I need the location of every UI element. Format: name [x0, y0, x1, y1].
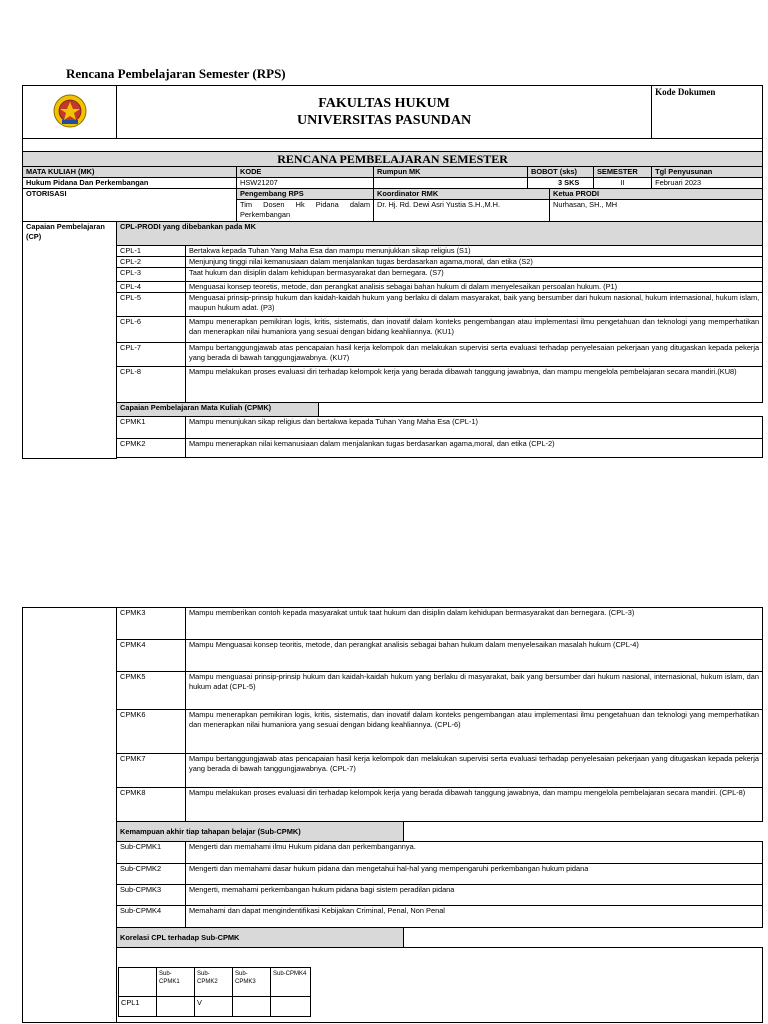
cpl-text: Menguasai konsep teoretis, metode, dan perangkat analisis sebagai bahan hukum di dalam menyelesaikan persoalan hukum. (P1) — [186, 282, 763, 293]
kode-label: KODE — [237, 167, 374, 178]
cpmk-header: Capaian Pembelajaran Mata Kuliah (CPMK) — [117, 403, 319, 417]
rps-title: RENCANA PEMBELAJARAN SEMESTER — [23, 152, 763, 167]
university-logo-icon — [52, 93, 88, 129]
sub-cpmk-text: Memahami dan dapat mengindentifikasi Kebijakan Criminal, Penal, Non Penal — [186, 906, 763, 928]
otorisasi-label: OTORISASI — [23, 189, 237, 222]
cpmk-code: CPMK7 — [117, 754, 186, 788]
document-title: Rencana Pembelajaran Semester (RPS) — [66, 66, 286, 81]
cpmk-code: CPMK2 — [117, 439, 186, 458]
matrix-row-label: CPL1 — [119, 997, 157, 1017]
matrix-col-header: Sub-CPMK4 — [271, 968, 311, 997]
sub-cpmk-text: Mengerti, memahami perkembangan hukum pidana bagi sistem peradilan pidana — [186, 885, 763, 906]
cpmk-code: CPMK3 — [117, 608, 186, 640]
university-name: UNIVERSITAS PASUNDAN — [297, 113, 472, 128]
matrix-col-header: Sub-CPMK3 — [233, 968, 271, 997]
kode-dokumen: Kode Dokumen — [652, 86, 763, 139]
pengembang-value: Tim Dosen Hk Pidana dalam Perkembangan — [237, 200, 374, 222]
kode-value: HSW21207 — [237, 178, 374, 189]
cpmk-code: CPMK6 — [117, 710, 186, 754]
koordinator-label: Koordinator RMK — [374, 189, 550, 200]
sub-cpmk-text: Mengerti dan memahami ilmu Hukum pidana dan perkembangannya. — [186, 842, 763, 864]
cpmk-text: Mampu bertanggungjawab atas pencapaian hasil kerja kelompok dan melakukan supervisi serta evaluasi terhadap penyelesaian pekerjaan yang ditugaskan kepada pekerja yang berada di bawah tanggungjawabnya. (CPL-7) — [186, 754, 763, 788]
rps-table-page-1 — [22, 85, 763, 459]
rps-table-page-2 — [22, 607, 763, 1023]
university-logo-cell — [23, 86, 117, 139]
sub-cpmk-code: Sub-CPMK2 — [117, 864, 186, 885]
matrix-cell — [271, 997, 311, 1017]
cp-label-continued — [23, 608, 117, 1023]
cpl-text: Mampu menerapkan pemikiran logis, kritis, sistematis, dan inovatif dalam konteks pengembangan atau implementasi ilmu pengetahuan dan teknologi yang memperhatikan dan menerapkan nilai humaniora yang sesuai dengan bidang keahliannya. (KU1) — [186, 317, 763, 343]
cpl-text: Taat hukum dan disiplin dalam kehidupan bermasyarakat dan bernegara. (S7) — [186, 268, 763, 282]
cpl-code: CPL-2 — [117, 257, 186, 268]
cpl-text: Mampu melakukan proses evaluasi diri terhadap kelompok kerja yang berada dibawah tanggung jawabnya, dan mampu mengelola pembelajaran secara mandiri.(KU8) — [186, 367, 763, 403]
faculty-name: FAKULTAS HUKUM — [318, 96, 450, 111]
cpl-text: Menguasai prinsip-prinsip hukum dan kaidah-kaidah hukum yang berlaku di dalam masyarakat, baik yang bersumber dari hukum nasional, hukum internasional, hukum islam, maupun hukum adat. (P3) — [186, 293, 763, 317]
cpl-header: CPL-PRODI yang dibebankan pada MK — [117, 222, 763, 246]
matrix-corner — [119, 968, 157, 997]
ketua-value: Nurhasan, SH., MH — [550, 200, 763, 222]
bobot-label: BOBOT (sks) — [528, 167, 594, 178]
matrix-col-header: Sub-CPMK1 — [157, 968, 195, 997]
sub-cpmk-code: Sub-CPMK4 — [117, 906, 186, 928]
cp-label: Capaian Pembelajaran (CP) — [23, 222, 117, 459]
semester-label: SEMESTER — [594, 167, 652, 178]
cpmk-text: Mampu memberikan contoh kepada masyarakat untuk taat hukum dan disiplin dalam kehidupan bermasyarakat dan bernegara. (CPL-3) — [186, 608, 763, 640]
cpmk-text: Mampu menguasai prinsip-prinsip hukum dan kaidah-kaidah hukum yang berlaku di masyarakat, baik yang bersumber dari hukum nasional, internasional, hukum islam, dan hukum adat (CPL-5) — [186, 672, 763, 710]
matrix-cell — [233, 997, 271, 1017]
sub-cpmk-header: Kemampuan akhir tiap tahapan belajar (Sub-CPMK) — [117, 822, 404, 842]
matrix-cell — [157, 997, 195, 1017]
tgl-value: Februari 2023 — [652, 178, 763, 189]
cpl-text: Menjunjung tinggi nilai kemanusiaan dalam menjalankan tugas berdasarkan agama,moral, dan etika (S2) — [186, 257, 763, 268]
cpmk-code: CPMK1 — [117, 417, 186, 439]
mk-label: MATA KULIAH (MK) — [23, 167, 237, 178]
cpmk-text: Mampu menerapkan pemikiran logis, kritis, sistematis, dan inovatif dalam konteks pengembangan atau implementasi ilmu pengetahuan dan teknologi yang memperhatikan dan menerapkan nilai humaniora yang sesuai dengan bidang keahliannya. (CPL-6) — [186, 710, 763, 754]
semester-value: II — [594, 178, 652, 189]
korelasi-matrix — [118, 967, 311, 1017]
cpmk-code: CPMK8 — [117, 788, 186, 822]
cpmk-text: Mampu Menguasai konsep teoritis, metode, dan perangkat analisis sebagai bahan hukum dalam menyelesaikan masalah hukum (CPL-4) — [186, 640, 763, 672]
faculty-header — [117, 86, 652, 139]
korelasi-header: Korelasi CPL terhadap Sub-CPMK — [117, 928, 404, 948]
koordinator-value: Dr. Hj. Rd. Dewi Asri Yustia S.H.,M.H. — [374, 200, 550, 222]
sub-cpmk-text: Mengerti dan memahami dasar hukum pidana dan mengetahui hal-hal yang mempengaruhi perkembangan hukum pidana — [186, 864, 763, 885]
cpmk-text: Mampu menunjukan sikap religius dan bertakwa kepada Tuhan Yang Maha Esa (CPL-1) — [186, 417, 763, 439]
cpmk-code: CPMK5 — [117, 672, 186, 710]
mk-value: Hukum Pidana Dan Perkembangan — [23, 178, 237, 189]
bobot-value: 3 SKS — [528, 178, 594, 189]
cpmk-code: CPMK4 — [117, 640, 186, 672]
cpl-code: CPL-3 — [117, 268, 186, 282]
cpl-code: CPL-8 — [117, 367, 186, 403]
cpmk-text: Mampu menerapkan nilai kemanusiaan dalam menjalankan tugas berdasarkan agama,moral, dan etika (CPL-2) — [186, 439, 763, 458]
cpl-code: CPL-4 — [117, 282, 186, 293]
rumpun-label: Rumpun MK — [374, 167, 528, 178]
tgl-label: Tgl Penyusunan — [652, 167, 763, 178]
cpl-text: Mampu bertanggungjawab atas pencapaian hasil kerja kelompok dan melakukan supervisi serta evaluasi terhadap penyelesaian pekerjaan yang ditugaskan kepada pekerja yang berada di bawah tanggungjawabnya. (KU7) — [186, 343, 763, 367]
cpl-code: CPL-6 — [117, 317, 186, 343]
rumpun-value — [374, 178, 528, 189]
sub-cpmk-code: Sub-CPMK1 — [117, 842, 186, 864]
ketua-label: Ketua PRODI — [550, 189, 763, 200]
sub-cpmk-code: Sub-CPMK3 — [117, 885, 186, 906]
cpmk-text: Mampu melakukan proses evaluasi diri terhadap kelompok kerja yang berada dibawah tanggung jawabnya, dan mampu mengelola pembelajaran secara mandiri. (CPL-8) — [186, 788, 763, 822]
cpl-code: CPL-7 — [117, 343, 186, 367]
matrix-cell: V — [195, 997, 233, 1017]
pengembang-label: Pengembang RPS — [237, 189, 374, 200]
cpl-text: Bertakwa kepada Tuhan Yang Maha Esa dan mampu menunjukkan sikap religius (S1) — [186, 246, 763, 257]
cpl-code: CPL-1 — [117, 246, 186, 257]
cpl-code: CPL-5 — [117, 293, 186, 317]
matrix-col-header: Sub-CPMK2 — [195, 968, 233, 997]
